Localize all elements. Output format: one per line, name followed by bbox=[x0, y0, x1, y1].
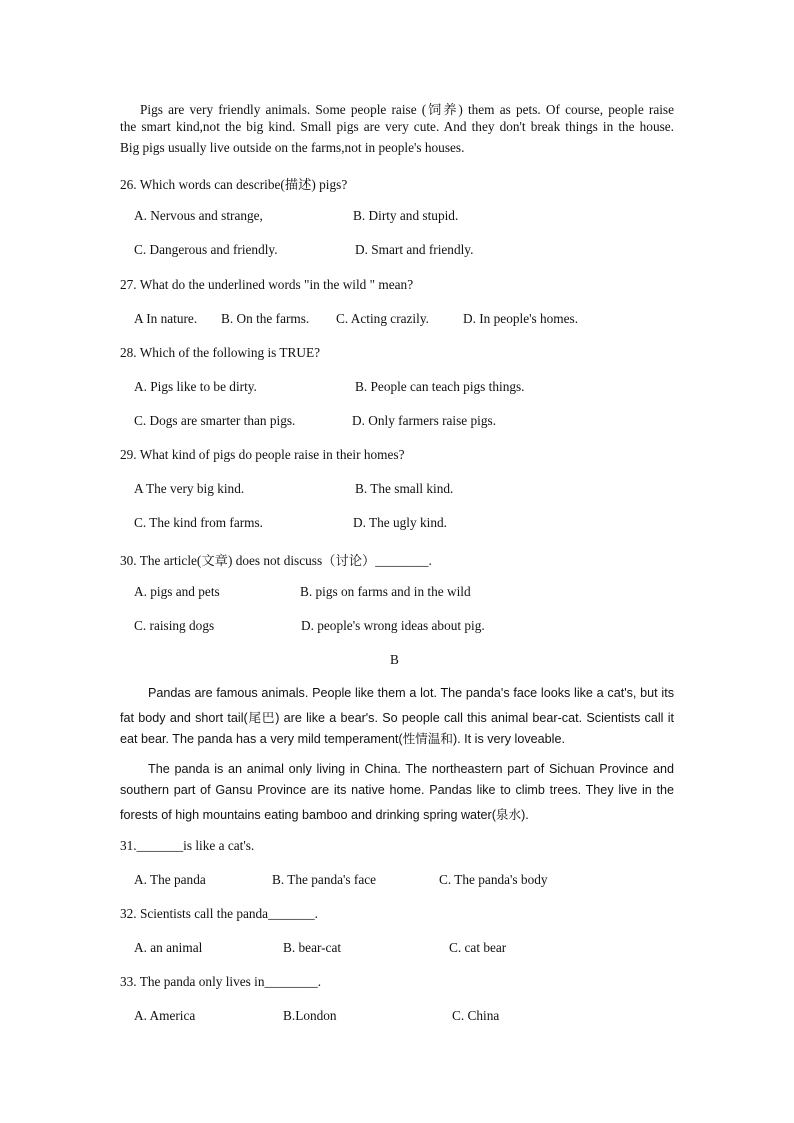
question-28-option-b[interactable]: B. People can teach pigs things. bbox=[355, 379, 525, 394]
question-29-option-a[interactable]: A The very big kind. bbox=[134, 481, 245, 496]
question-29-option-c[interactable]: C. The kind from farms. bbox=[134, 515, 264, 530]
question-28-option-c[interactable]: C. Dogs are smarter than pigs. bbox=[134, 413, 296, 428]
question-33-stem: 33. The panda only lives in________. bbox=[120, 974, 322, 989]
question-30-option-d[interactable]: D. people's wrong ideas about pig. bbox=[301, 618, 485, 633]
section-b-heading: B bbox=[390, 652, 399, 667]
question-27-stem: 27. What do the underlined words "in the wild " mean? bbox=[120, 277, 414, 292]
question-29-stem: 29. What kind of pigs do people raise in their homes? bbox=[120, 447, 405, 462]
question-31-option-c[interactable]: C. The panda's body bbox=[439, 872, 548, 887]
question-26-option-b[interactable]: B. Dirty and stupid. bbox=[353, 208, 459, 223]
question-28-option-d[interactable]: D. Only farmers raise pigs. bbox=[352, 413, 497, 428]
question-27-option-d[interactable]: D. In people's homes. bbox=[463, 311, 579, 326]
question-32-option-b[interactable]: B. bear-cat bbox=[283, 940, 342, 955]
question-27-option-c[interactable]: C. Acting crazily. bbox=[336, 311, 429, 326]
passage-b-line: The panda is an animal only living in China. The northeastern part of Sichuan Province and bbox=[148, 762, 674, 776]
passage-b-line: forests of high mountains eating bamboo and drinking spring water(泉水). bbox=[120, 808, 529, 822]
passage-a-line: the smart kind,not the big kind. Small pigs are very cute. And they don't break things in the house. bbox=[120, 119, 674, 134]
question-28-stem: 28. Which of the following is TRUE? bbox=[120, 345, 321, 360]
passage-b-line: southern part of Gansu Province are its native home. Pandas like to climb trees. They live in the bbox=[120, 783, 674, 797]
passage-a-line: Big pigs usually live outside on the farms,not in people's houses. bbox=[120, 140, 465, 155]
question-32-stem: 32. Scientists call the panda_______. bbox=[120, 906, 318, 921]
question-29-option-b[interactable]: B. The small kind. bbox=[355, 481, 454, 496]
question-31-option-b[interactable]: B. The panda's face bbox=[272, 872, 377, 887]
question-33-option-b[interactable]: B.London bbox=[283, 1008, 337, 1023]
passage-b-line: fat body and short tail(尾巴) are like a bear's. So people call this animal bear-cat. Scientists call it bbox=[120, 711, 674, 725]
question-26-option-c[interactable]: C. Dangerous and friendly. bbox=[134, 242, 278, 257]
passage-b-line: Pandas are famous animals. People like them a lot. The panda's face looks like a cat's, but its bbox=[148, 686, 674, 700]
question-30-stem: 30. The article(文章) does not discuss（讨论）________. bbox=[120, 553, 432, 568]
question-26-option-d[interactable]: D. Smart and friendly. bbox=[355, 242, 474, 257]
question-32-option-a[interactable]: A. an animal bbox=[134, 940, 203, 955]
question-26-stem: 26. Which words can describe(描述) pigs? bbox=[120, 177, 348, 192]
question-30-option-b[interactable]: B. pigs on farms and in the wild bbox=[300, 584, 471, 599]
question-27-option-b[interactable]: B. On the farms. bbox=[221, 311, 310, 326]
passage-a-line: Pigs are very friendly animals. Some people raise (饲养) them as pets. Of course, people raise bbox=[140, 102, 674, 117]
question-31-stem: 31._______is like a cat's. bbox=[120, 838, 255, 853]
question-29-option-d[interactable]: D. The ugly kind. bbox=[353, 515, 447, 530]
question-33-option-a[interactable]: A. America bbox=[134, 1008, 196, 1023]
passage-b-line: eat bear. The panda has a very mild temperament(性情温和). It is very loveable. bbox=[120, 732, 565, 746]
question-32-option-c[interactable]: C. cat bear bbox=[449, 940, 507, 955]
question-30-option-c[interactable]: C. raising dogs bbox=[134, 618, 215, 633]
question-31-option-a[interactable]: A. The panda bbox=[134, 872, 206, 887]
question-33-option-c[interactable]: C. China bbox=[452, 1008, 500, 1023]
question-27-option-a[interactable]: A In nature. bbox=[134, 311, 198, 326]
question-26-option-a[interactable]: A. Nervous and strange, bbox=[134, 208, 263, 223]
question-30-option-a[interactable]: A. pigs and pets bbox=[134, 584, 220, 599]
question-28-option-a[interactable]: A. Pigs like to be dirty. bbox=[134, 379, 257, 394]
